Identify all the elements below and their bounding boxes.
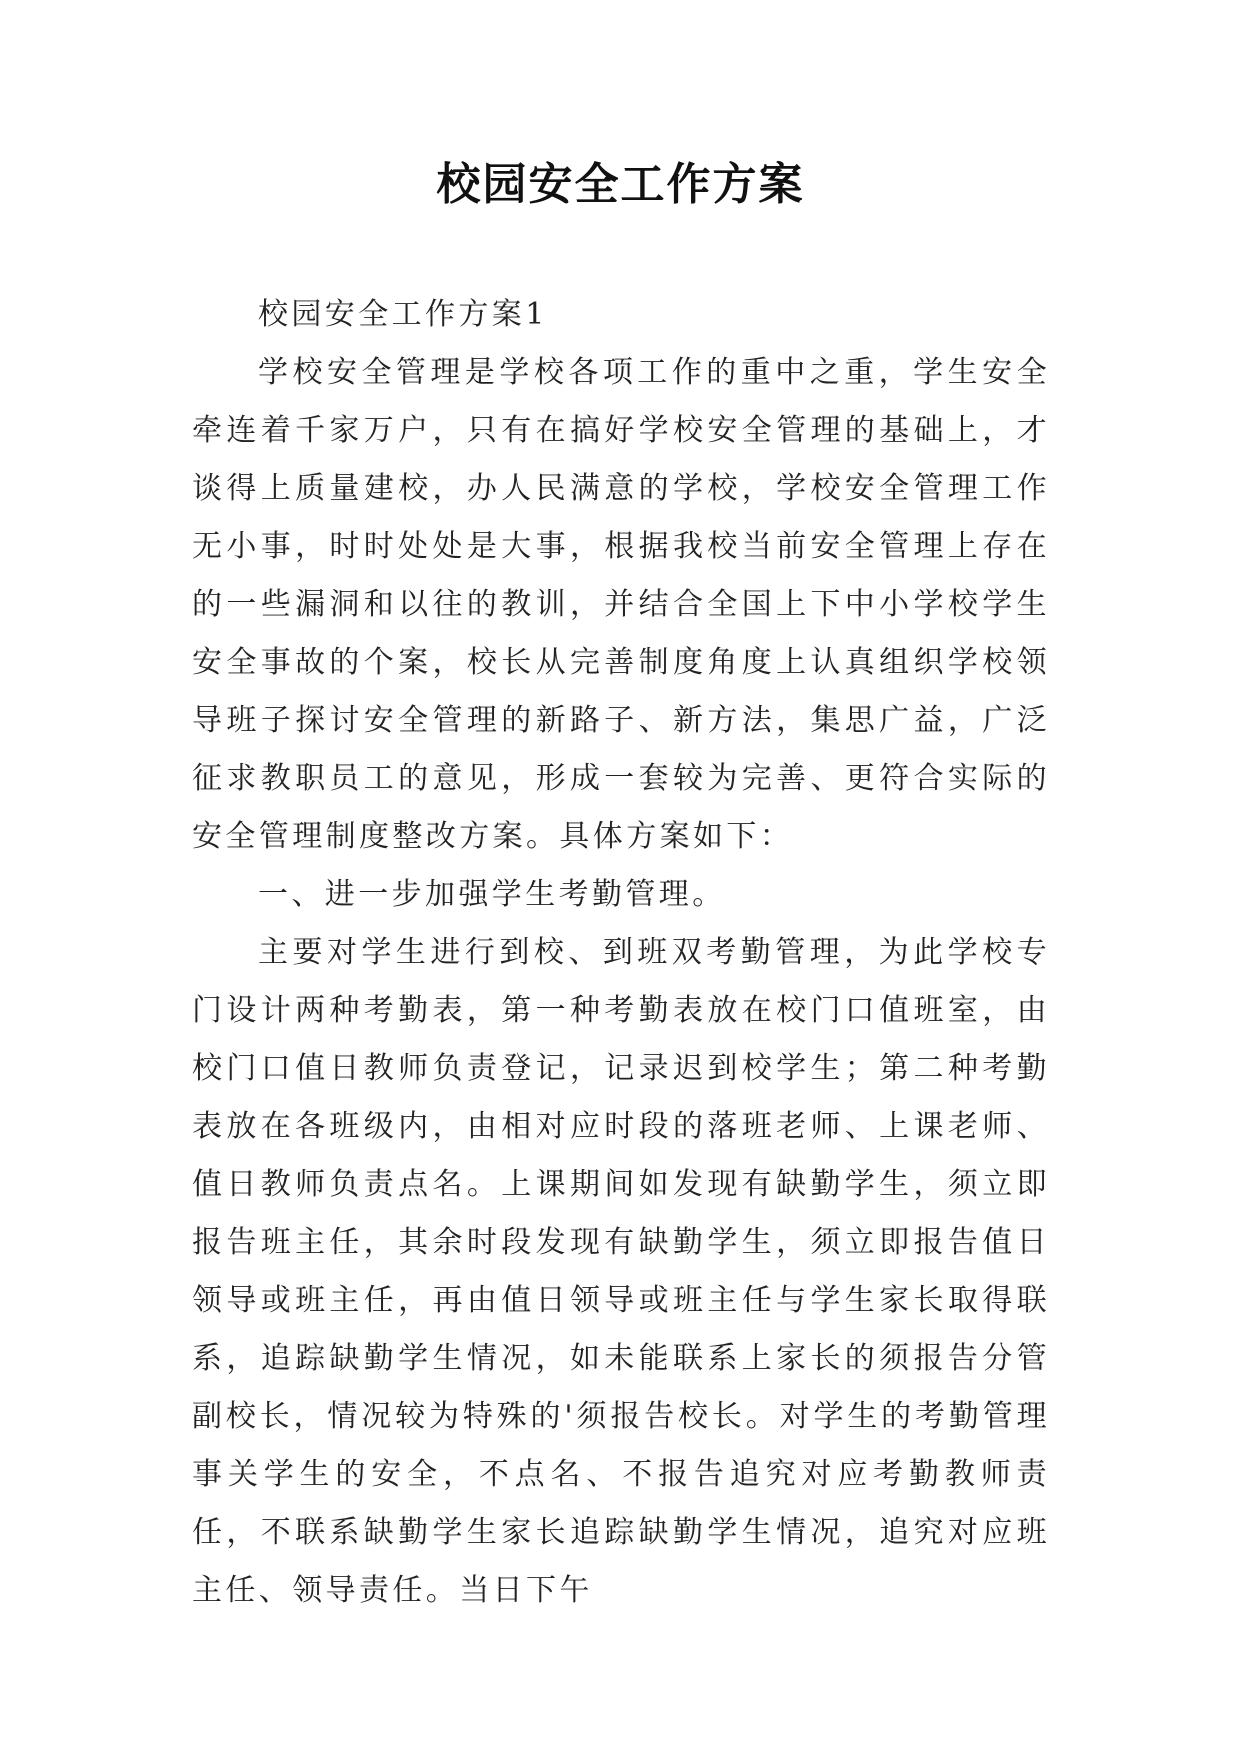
section-heading: 校园安全工作方案1 xyxy=(258,297,548,332)
attendance-paragraph: 主要对学生进行到校、到班双考勤管理，为此学校专门设计两种考勤表，第一种考勤表放在校门口值班室，由校门口值日教师负责登记，记录迟到校学生；第二种考勤表放在各班级内，由相对应时段的落班老师、上课老师、值日教师负责点名。上课期间如发现有缺勤学生，须立即报告班主任，其余时段发现有缺勤学生，须立即报告值日领导或班主任，再由值日领导或班主任与学生家长取得联系，追踪缺勤学生情况，如未能联系上家长的须报告分管副校长，情况较为特殊的'须报告校长。对学生的考勤管理事关学生的安全，不点名、不报告追究对应考勤教师责任，不联系缺勤学生家长追踪缺勤学生情况，追究对应班主任、领导责任。当日下午 xyxy=(192,935,1050,1608)
document-body xyxy=(192,286,1050,1620)
item-heading-attendance: 一、进一步加强学生考勤管理。 xyxy=(258,877,726,912)
document-title: 校园安全工作方案 xyxy=(436,159,805,210)
intro-paragraph: 学校安全管理是学校各项工作的重中之重，学生安全牵连着千家万户，只有在搞好学校安全管理的基础上，才谈得上质量建校，办人民满意的学校，学校安全管理工作无小事，时时处处是大事，根据我校当前安全管理上存在的一些漏洞和以往的教训，并结合全国上下中小学校学生安全事故的个案，校长从完善制度角度上认真组织学校领导班子探讨安全管理的新路子、新方法，集思广益，广泛征求教职员工的意见，形成一套较为完善、更符合实际的安全管理制度整改方案。具体方案如下： xyxy=(192,355,1050,854)
